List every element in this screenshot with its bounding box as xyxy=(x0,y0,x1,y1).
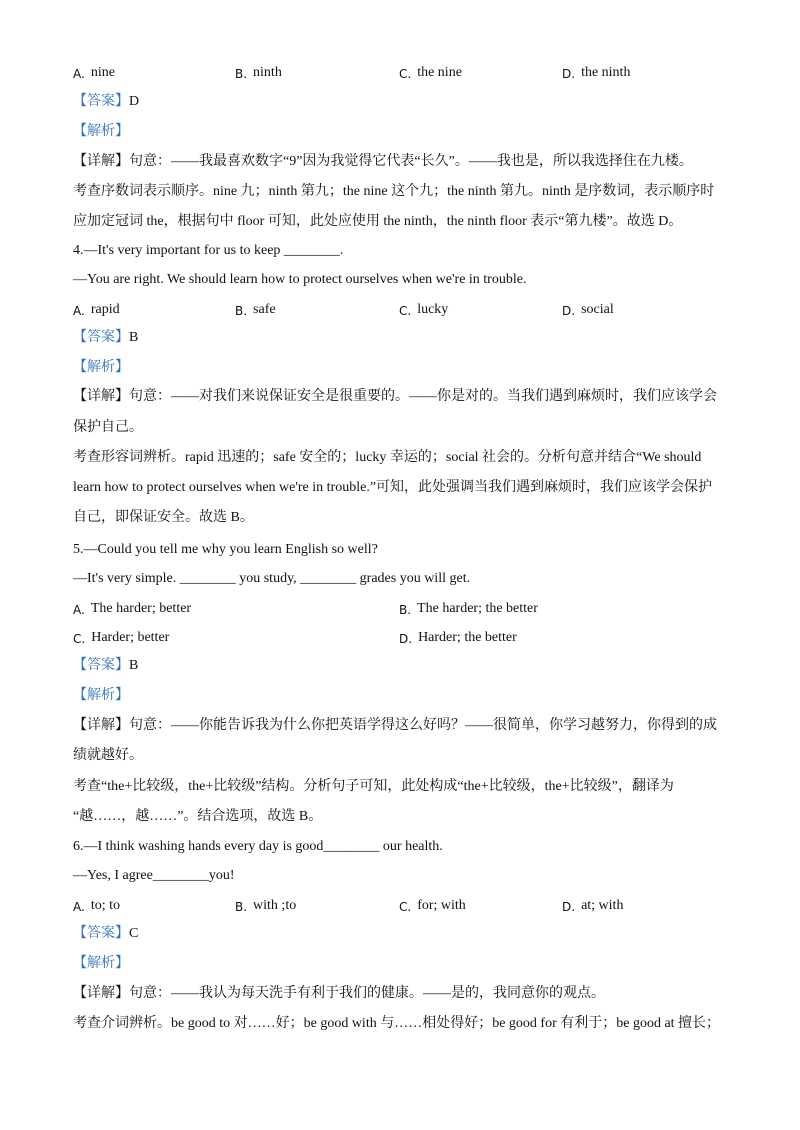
q5-options-row-2 xyxy=(73,627,760,647)
q5-detail-line-4: “越……，越……”。结合选项，故选 B。 xyxy=(73,809,323,824)
q3-option-c: C. the nine xyxy=(399,65,462,81)
q6-analysis-heading: 【解析】 xyxy=(73,956,129,971)
q4-options xyxy=(73,299,760,319)
q6-question: 6.—I think washing hands every day is good________ our health. xyxy=(73,839,443,854)
q5-detail-line-1: 【详解】句意：——你能告诉我为什么你把英语学得这么好吗？——很简单，你学习越努力，你得到的成 xyxy=(73,718,717,733)
q6-options xyxy=(73,895,760,915)
q3-detail-line-1: 【详解】句意：——我最喜欢数字“9”因为我觉得它代表“长久”。——我也是，所以我选择住在九楼。 xyxy=(73,154,693,169)
q6-option-d: D. at; with xyxy=(562,898,624,914)
q3-option-a: A. nine xyxy=(73,65,115,81)
q5-option-d: D. Harder; the better xyxy=(399,630,517,646)
q6-option-c: C. for; with xyxy=(399,898,466,914)
q5-detail-line-2: 绩就越好。 xyxy=(73,748,143,763)
q3-detail-line-2: 考查序数词表示顺序。nine 九；ninth 第九；the nine 这个九；the ninth 第九。ninth 是序数词，表示顺序时 xyxy=(73,184,715,199)
q3-options xyxy=(73,62,760,82)
q3-option-d: D. the ninth xyxy=(562,65,631,81)
q5-option-b: B. The harder; the better xyxy=(399,601,538,617)
q4-option-d: D. social xyxy=(562,302,614,318)
q5-options-row-1 xyxy=(73,598,760,618)
q4-option-b: B. safe xyxy=(235,302,276,318)
q6-answer: 【答案】C xyxy=(73,926,139,941)
q6-response: —Yes, I agree________you! xyxy=(73,868,235,883)
q3-answer: 【答案】D xyxy=(73,94,140,109)
q4-option-c: C. lucky xyxy=(399,302,449,318)
q4-question: 4.—It's very important for us to keep ________. xyxy=(73,243,344,258)
q6-option-b: B. with ;to xyxy=(235,898,297,914)
q4-detail-line-4: learn how to protect ourselves when we're in trouble.”可知，此处强调当我们遇到麻烦时，我们应该学会保护 xyxy=(73,480,713,495)
q4-detail-line-3: 考查形容词辨析。rapid 迅速的；safe 安全的；lucky 幸运的；social 社会的。分析句意并结合“We should xyxy=(73,450,702,465)
q4-detail-line-5: 自己，即保证安全。故选 B。 xyxy=(73,510,254,525)
q4-option-a: A. rapid xyxy=(73,302,120,318)
q5-question: 5.—Could you tell me why you learn English so well? xyxy=(73,542,378,557)
q4-detail-line-1: 【详解】句意：——对我们来说保证安全是很重要的。——你是对的。当我们遇到麻烦时，我们应该学会 xyxy=(73,389,717,404)
q6-detail-line-2: 考查介词辨析。be good to 对……好；be good with 与……相处得好；be good for 有利于；be good at 擅长； xyxy=(73,1016,721,1031)
q3-option-b: B. ninth xyxy=(235,65,282,81)
q5-option-a: A. The harder; better xyxy=(73,601,192,617)
q4-answer: 【答案】B xyxy=(73,330,139,345)
q3-analysis-heading: 【解析】 xyxy=(73,124,129,139)
q4-detail-line-2: 保护自己。 xyxy=(73,420,143,435)
q5-detail-line-3: 考查“the+比较级，the+比较级”结构。分析句子可知，此处构成“the+比较级，the+比较级”，翻译为 xyxy=(73,779,674,794)
q5-answer: 【答案】B xyxy=(73,658,139,673)
q5-option-c: C. Harder; better xyxy=(73,630,170,646)
q4-response: —You are right. We should learn how to protect ourselves when we're in trouble. xyxy=(73,272,527,287)
q5-analysis-heading: 【解析】 xyxy=(73,688,129,703)
q6-option-a: A. to; to xyxy=(73,898,120,914)
q4-analysis-heading: 【解析】 xyxy=(73,360,129,375)
q5-response: —It's very simple. ________ you study, ________ grades you will get. xyxy=(73,571,471,586)
q6-detail-line-1: 【详解】句意：——我认为每天洗手有利于我们的健康。——是的，我同意你的观点。 xyxy=(73,986,605,1001)
q3-detail-line-3: 应加定冠词 the，根据句中 floor 可知，此处应使用 the ninth，the ninth floor 表示“第九楼”。故选 D。 xyxy=(73,214,683,229)
